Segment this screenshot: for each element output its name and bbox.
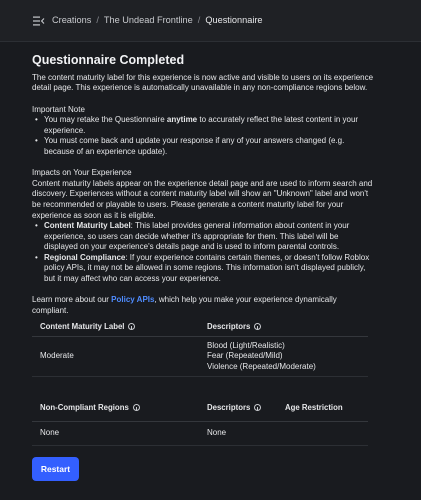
note-text: You may retake the Questionnaire bbox=[44, 115, 167, 125]
table-header bbox=[32, 319, 368, 337]
header-descriptors: Descriptors bbox=[207, 403, 251, 413]
impacts-heading: Impacts on Your Experience bbox=[32, 168, 132, 178]
impact-text: : If your experience contains certain themes, or doesn't follow Roblox policy APIs, it may not be allowed in some regions. This information isn't displayed publicly, but it may affect who can access your experience. bbox=[44, 252, 370, 283]
note-bold: anytime bbox=[166, 115, 198, 125]
impacts-list bbox=[32, 221, 374, 284]
list-item bbox=[35, 221, 374, 253]
breadcrumb bbox=[52, 14, 263, 26]
header-age-restriction: Age Restriction bbox=[285, 403, 343, 413]
descriptor-item: Violence (Repeated/Moderate) bbox=[207, 361, 316, 371]
maturity-label-value: Moderate bbox=[40, 351, 74, 361]
impact-text: : This label provides general information about content in your experience, so users can decide whether it's appropriate for them. This label will be displayed on your experience's details page and is used to inform parental controls. bbox=[44, 221, 350, 252]
policy-apis-link[interactable]: Policy APIs bbox=[111, 295, 155, 305]
info-icon[interactable] bbox=[254, 404, 261, 411]
main-content bbox=[32, 50, 374, 316]
breadcrumb-current: Questionnaire bbox=[205, 15, 263, 26]
info-icon[interactable] bbox=[254, 323, 261, 330]
top-bar bbox=[0, 0, 421, 42]
regions-value: None bbox=[40, 428, 60, 438]
restart-button[interactable]: Restart bbox=[32, 457, 79, 481]
breadcrumb-experience[interactable]: The Undead Frontline bbox=[103, 15, 193, 26]
header-content-maturity-label: Content Maturity Label bbox=[40, 322, 125, 332]
header-cell bbox=[207, 403, 285, 413]
learn-more-post: , which help you make your experience dynamically compliant. bbox=[32, 295, 337, 315]
header-descriptors: Descriptors bbox=[207, 322, 251, 332]
header-cell bbox=[32, 403, 207, 413]
impact-bold: Content Maturity Label bbox=[44, 221, 131, 231]
descriptors-list bbox=[207, 341, 368, 373]
list-item bbox=[35, 253, 374, 285]
table-row bbox=[32, 422, 368, 446]
info-icon[interactable] bbox=[133, 404, 140, 411]
descriptors-value: None bbox=[207, 428, 227, 438]
breadcrumb-separator: / bbox=[197, 15, 201, 26]
list-item: • You must come back and update your response if any of your answers changed (e.g. because of an experience update). bbox=[35, 136, 374, 157]
list-item bbox=[35, 115, 374, 136]
maturity-table bbox=[32, 319, 368, 377]
page-title: Questionnaire Completed bbox=[32, 53, 185, 67]
header-cell bbox=[32, 322, 207, 332]
header-non-compliant-regions: Non-Compliant Regions bbox=[40, 403, 129, 413]
table-row bbox=[32, 337, 368, 377]
important-note-list bbox=[32, 115, 374, 157]
table-header bbox=[32, 396, 368, 422]
impact-bold: Regional Compliance bbox=[44, 252, 126, 262]
learn-more-pre: Learn more about our bbox=[32, 295, 112, 305]
header-cell bbox=[207, 322, 368, 332]
regions-table bbox=[32, 396, 368, 446]
note-text: to accurately reflect the latest content in your experience. bbox=[44, 115, 359, 135]
learn-more-text bbox=[32, 295, 374, 316]
intro-text: The content maturity label for this experience is now active and visible to users on its experience detail page. This experience is automatically unavailable in any non-compliance regions below. bbox=[32, 72, 374, 93]
breadcrumb-separator: / bbox=[96, 15, 99, 26]
descriptor-item: Blood (Light/Realistic) bbox=[207, 340, 285, 350]
impacts-body: Content maturity labels appear on the experience detail page and are used to inform search and discovery. Experiences without a content maturity label will show an "Unknown" label and won't be recommended or playable to users. Please generate a content maturity label for your experience as soon as it is eligible. bbox=[32, 178, 373, 220]
info-icon[interactable] bbox=[128, 323, 135, 330]
breadcrumb-creations[interactable]: Creations bbox=[52, 15, 92, 26]
descriptor-item: Fear (Repeated/Mild) bbox=[207, 351, 283, 361]
menu-collapse-icon[interactable] bbox=[33, 16, 45, 26]
important-note-heading: Important Note bbox=[32, 104, 85, 114]
